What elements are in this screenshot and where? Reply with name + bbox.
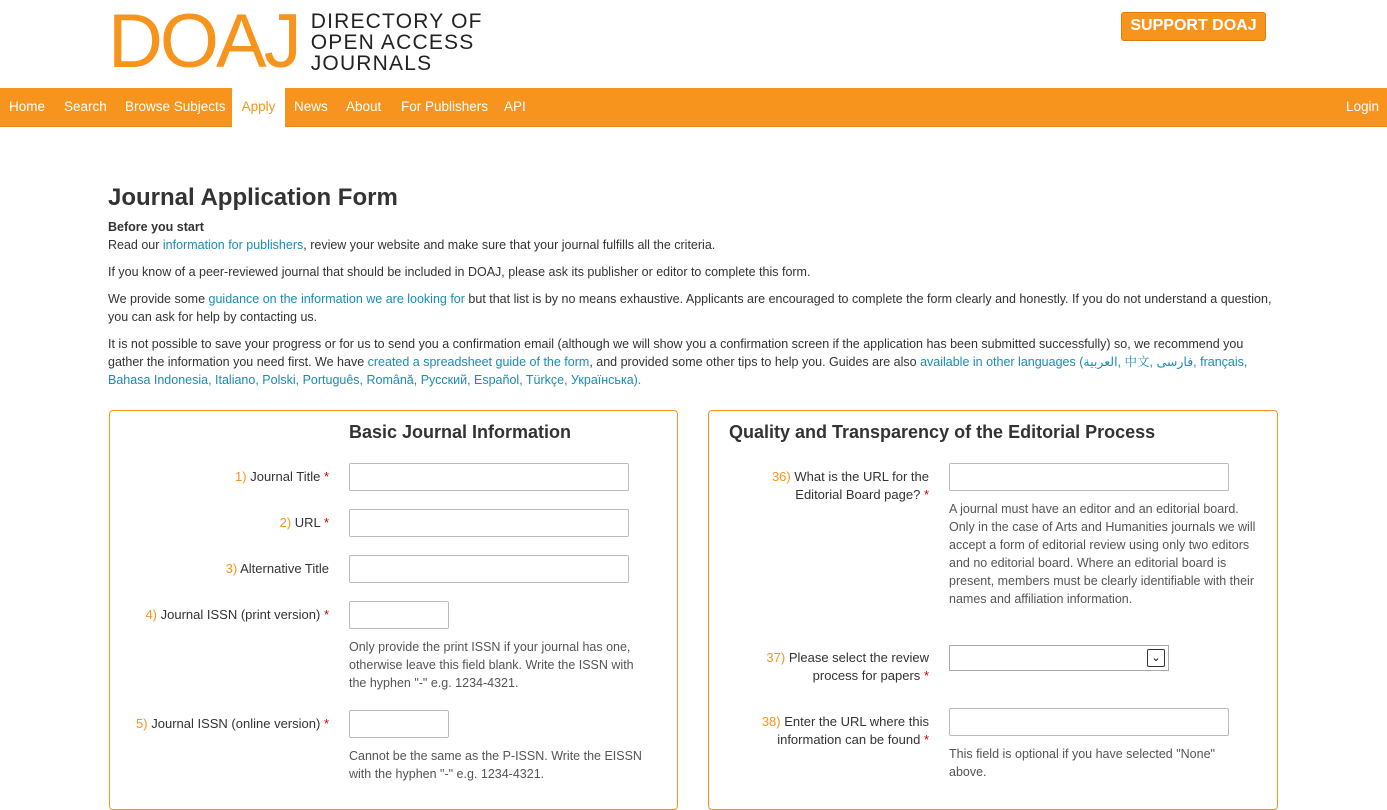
page-title: Journal Application Form	[108, 184, 398, 211]
required-marker: *	[923, 668, 929, 683]
field-text: Editorial Board page?	[795, 487, 921, 502]
journal-title-input[interactable]	[349, 463, 629, 491]
field-text: Alternative Title	[240, 561, 329, 576]
field-number: 4)	[145, 607, 158, 622]
field-text: URL	[294, 515, 321, 530]
field-label-review-process	[729, 649, 929, 685]
nav-about[interactable]: About	[346, 99, 382, 114]
review-url-input[interactable]	[949, 708, 1229, 736]
main-nav	[0, 88, 1387, 127]
support-doaj-button[interactable]: SUPPORT DOAJ	[1121, 12, 1266, 41]
nav-apply[interactable]: Apply	[232, 88, 285, 127]
panel-title: Quality and Transparency of the Editorial Process	[729, 422, 1156, 442]
review-process-select[interactable]	[949, 645, 1169, 671]
required-marker: *	[323, 607, 329, 622]
editorial-process-panel	[708, 410, 1278, 810]
nav-home[interactable]: Home	[9, 99, 46, 114]
required-marker: *	[923, 732, 929, 747]
field-label-issn-online	[109, 715, 329, 733]
logo-line-2: OPEN ACCESS	[310, 31, 475, 54]
field-text: information can be found	[777, 732, 921, 747]
p4-text-a: It is not possible to save your progress or for us to send you a confirmation email (although we will show you a confirmation screen if the application has been submitted successfully) so, we recommend you gather the information you need first. We have	[108, 337, 1244, 369]
intro-paragraph-4	[108, 335, 1273, 389]
required-marker: *	[923, 487, 929, 502]
required-marker: *	[323, 716, 329, 731]
nav-for-publishers[interactable]: For Publishers	[401, 99, 489, 114]
required-marker: *	[323, 515, 329, 530]
field-label-review-url	[729, 713, 929, 749]
review-url-help: This field is optional if you have selected "None" above.	[949, 747, 1215, 779]
panel-title: Basic Journal Information	[349, 422, 572, 442]
field-label-alternative-title	[129, 560, 329, 578]
spreadsheet-guide-link[interactable]: created a spreadsheet guide of the form	[367, 355, 590, 369]
field-number: 38)	[761, 714, 781, 729]
logo-mark: DOAJ	[108, 0, 299, 84]
nav-api[interactable]: API	[504, 99, 526, 114]
intro-paragraph-2: If you know of a peer-reviewed journal that should be included in DOAJ, please ask its publisher or editor to complete this form.	[108, 265, 811, 279]
doaj-logo[interactable]	[108, 0, 483, 84]
intro-text	[108, 218, 1273, 398]
field-text-line-2	[729, 667, 929, 685]
field-text-line-2	[729, 486, 929, 504]
field-text: Enter the URL where this	[784, 714, 929, 729]
nav-login[interactable]: Login	[1346, 99, 1380, 114]
field-number: 5)	[136, 716, 148, 731]
p4-text-b: , and provided some other tips to help you. Guides are also	[589, 355, 921, 369]
intro-paragraph-3	[108, 290, 1273, 326]
before-you-start-heading: Before you start	[108, 220, 204, 234]
field-number: 3)	[225, 561, 238, 576]
field-text-line-2	[729, 731, 929, 749]
p3-text-b: but that list is by no means exhaustive. Applicants are encouraged to complete the form clearly and honestly. If you do not understand a question, you can ask for help by contacting us.	[108, 292, 1272, 324]
information-for-publishers-link[interactable]: information for publishers	[162, 238, 304, 252]
issn-online-help: Cannot be the same as the P-ISSN. Write the EISSN with the hyphen "-" e.g. 1234-4321.	[349, 749, 642, 781]
field-text: process for papers	[812, 668, 921, 683]
alternative-title-input[interactable]	[349, 555, 629, 583]
guidance-link[interactable]: guidance on the information we are looking for	[208, 292, 465, 306]
logo-text	[311, 11, 483, 74]
field-text: Journal ISSN (print version)	[160, 607, 321, 622]
field-number: 1)	[235, 469, 247, 484]
issn-online-input[interactable]	[349, 710, 449, 738]
required-marker: *	[323, 469, 329, 484]
field-number: 37)	[766, 650, 786, 665]
language-links[interactable]: (العربية, 中文, فارسی, français, Bahasa Indonesia, Italiano, Polski, Português, Română, Русский, Español, Türkçe, Українська).	[108, 355, 1248, 387]
issn-print-help: Only provide the print ISSN if your journal has one, otherwise leave this field blank. Write the ISSN with the hyphen "-" e.g. 1234-4321.	[349, 640, 634, 690]
field-number: 36)	[771, 469, 791, 484]
field-text: What is the URL for the	[794, 469, 929, 484]
chevron-down-icon[interactable]: ⌄	[1147, 649, 1165, 667]
other-languages-link[interactable]: available in other languages	[920, 355, 1076, 369]
p1-text-b: , review your website and make sure that your journal fulfills all the criteria.	[303, 238, 716, 252]
intro-paragraph-1	[108, 218, 1273, 254]
field-text: Journal Title	[250, 469, 321, 484]
editorial-board-url-input[interactable]	[949, 463, 1229, 491]
field-number: 2)	[279, 515, 292, 530]
field-text-line-1	[729, 468, 929, 486]
nav-browse-subjects[interactable]: Browse Subjects	[125, 99, 226, 114]
p1-text-a: Read our	[108, 238, 163, 252]
nav-news[interactable]: News	[294, 99, 328, 114]
field-text: Please select the review	[788, 650, 929, 665]
p3-text-a: We provide some	[108, 292, 209, 306]
logo-line-1: DIRECTORY OF	[310, 10, 483, 33]
field-label-journal-title	[129, 468, 329, 486]
issn-print-input[interactable]	[349, 601, 449, 629]
field-label-issn-print	[109, 606, 329, 624]
field-text-line-1	[729, 649, 929, 667]
logo-line-3: JOURNALS	[310, 52, 433, 75]
field-label-editorial-board-url	[729, 468, 929, 504]
field-text-line-1	[729, 713, 929, 731]
field-text: Journal ISSN (online version)	[151, 716, 321, 731]
site-header	[0, 0, 1387, 88]
url-input[interactable]	[349, 509, 629, 537]
basic-journal-info-panel	[109, 410, 678, 810]
field-label-url	[129, 514, 329, 532]
editorial-board-help: A journal must have an editor and an editorial board. Only in the case of Arts and Humanities journals we will accept a form of editorial review using only two editors and no editorial board. Where an editorial board is present, members must be clearly identifiable with their names and affiliation information.	[949, 502, 1256, 606]
nav-search[interactable]: Search	[64, 99, 107, 114]
